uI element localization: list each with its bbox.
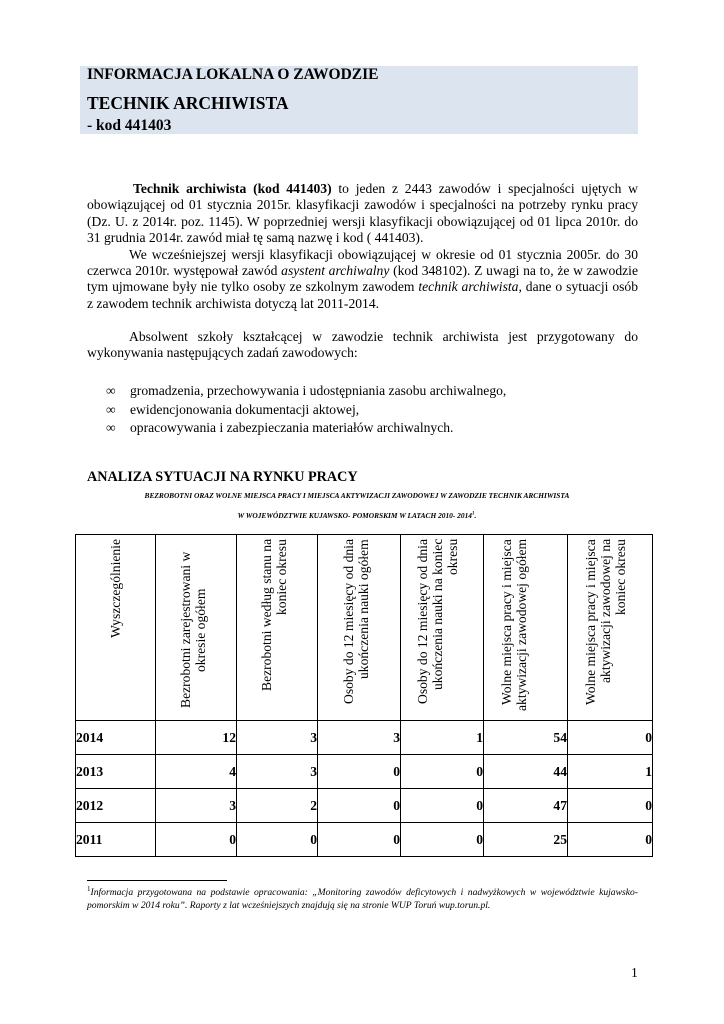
column-header-label: Wolne miejsca pracy i miejsca aktywizacji zawodowej na koniec okresu (583, 539, 628, 705)
value-cell: 0 (318, 789, 401, 823)
value-cell: 0 (318, 823, 401, 857)
intro-text: to jeden z 2443 zawodów i specjalności ujętych w obowiązującej od 01 stycznia 2015r. klasyfikacji zawodów i specjalności na potrzeby rynku pracy (Dz. U. z 2014r. poz. 1145). W poprzedniej wersji klasyfikacji obowiązującej od 01 lipca 2010r. do 31 grudnia 2014r. zawód miał tę samą nazwę i kod ( 441403). (87, 181, 638, 246)
value-cell: 0 (401, 789, 484, 823)
table-caption-line-2 (87, 511, 627, 520)
history-text-b: (kod 348102). Z uwagi na to, że w zawodzie tym ujmowane były nie tylko osoby ze szkolnym zawodem (87, 263, 638, 295)
list-item (106, 382, 506, 401)
footnote (87, 883, 638, 913)
column-header-label: Osoby do 12 miesięcy od dnia ukończenia nauki na koniec okresu (415, 539, 460, 704)
year-cell: 2011 (76, 823, 156, 857)
footnote-ref[interactable]: 1 (471, 511, 475, 517)
column-header (568, 535, 653, 721)
footnote-mark: 1 (87, 885, 91, 893)
column-header-label: Wolne miejsca pracy i miejsca aktywizacji zawodowej ogółem (498, 539, 529, 712)
graduate-paragraph (87, 329, 638, 362)
caption-end: . (474, 511, 477, 520)
table-row (76, 789, 653, 823)
task-list (106, 382, 506, 438)
history-text-a: We wcześniejszej wersji klasyfikacji obowiązującej w okresie od 01 stycznia 2005r. do 30 czerwca 2010r. występował zawód (87, 246, 638, 279)
value-cell: 4 (156, 755, 237, 789)
value-cell: 0 (401, 823, 484, 857)
value-cell: 0 (401, 755, 484, 789)
task-text: ewidencjonowania dokumentacji aktowej, (130, 401, 360, 417)
value-cell: 0 (318, 755, 401, 789)
list-item (106, 401, 506, 420)
table-header-row (76, 535, 653, 721)
table-row (76, 721, 653, 755)
page-number: 1 (631, 965, 638, 980)
previous-occupation-name: asystent archiwalny (281, 263, 390, 279)
title-line-1: INFORMACJA LOKALNA O ZAWODZIE (87, 66, 379, 83)
occupation-lead: Technik archiwista (kod 441403) (133, 181, 332, 196)
infinity-bullet-icon: ∞ (106, 401, 116, 417)
intro-paragraph (87, 181, 638, 312)
caption-text: W WOJEWÓDZTWIE KUJAWSKO- POMORSKIM W LATACH 2010- 2014 (237, 511, 472, 520)
title-occupation: TECHNIK ARCHIWISTA (87, 93, 289, 113)
column-header-label: Bezrobotni według stanu na koniec okresu (259, 539, 289, 692)
table-row (76, 755, 653, 789)
value-cell: 2 (237, 789, 318, 823)
column-header-label: Osoby do 12 miesięcy od dnia ukończenia nauki ogółem (341, 539, 371, 704)
column-header (484, 535, 568, 721)
footnote-separator (87, 880, 227, 881)
list-item (106, 419, 506, 438)
history-text-c: dane o sytuacji osób z zawodem technik archiwista dotyczą lat 2011-2014. (87, 279, 639, 311)
value-cell: 3 (237, 755, 318, 789)
year-cell: 2012 (76, 789, 156, 823)
value-cell: 0 (156, 823, 237, 857)
value-cell: 47 (484, 789, 568, 823)
value-cell: 0 (568, 823, 653, 857)
column-header (318, 535, 401, 721)
value-cell: 3 (318, 721, 401, 755)
section-title: ANALIZA SYTUACJI NA RYNKU PRACY (87, 469, 358, 485)
value-cell: 0 (237, 823, 318, 857)
value-cell: 1 (568, 755, 653, 789)
occupation-name-italic: technik archiwista, (418, 279, 522, 295)
task-text: gromadzenia, przechowywania i udostępniania zasobu archiwalnego, (130, 383, 507, 398)
column-header (237, 535, 318, 721)
year-cell: 2013 (76, 755, 156, 789)
value-cell: 3 (237, 721, 318, 755)
title-code: - kod 441403 (87, 117, 172, 134)
value-cell: 44 (484, 755, 568, 789)
value-cell: 25 (484, 823, 568, 857)
column-header (156, 535, 237, 721)
value-cell: 3 (156, 789, 237, 823)
column-header (401, 535, 484, 721)
footnote-text: Informacja przygotowana na podstawie opracowania: „Monitoring zawodów deficytowych i nadwyżkowych w województwie kujawsko-pomorskim w 2014 roku”. Raporty z lat wcześniejszych znajdują się na stronie WUP Toruń wup.torun.pl. (87, 887, 638, 912)
column-header (76, 535, 156, 721)
table-caption-line-1: BEZROBOTNI ORAZ WOLNE MIEJSCA PRACY I MIEJSCA AKTYWIZACJI ZAWODOWEJ W ZAWODZIE TECHNIK ARCHIWISTA (144, 491, 570, 500)
infinity-bullet-icon: ∞ (106, 383, 116, 398)
value-cell: 0 (568, 789, 653, 823)
market-data-table (75, 534, 653, 857)
column-header-label: Bezrobotni zarejestrowani w okresie ogółem (178, 551, 208, 709)
value-cell: 54 (484, 721, 568, 755)
task-text: opracowywania i zabezpieczania materiałów archiwalnych. (130, 420, 454, 436)
graduate-text: Absolwent szkoły kształcącej w zawodzie technik archiwista jest przygotowany do wykonywania następujących zadań zawodowych: (87, 329, 638, 361)
value-cell: 12 (156, 721, 237, 755)
value-cell: 0 (568, 721, 653, 755)
value-cell: 1 (401, 721, 484, 755)
year-cell: 2014 (76, 721, 156, 755)
table-row (76, 823, 653, 857)
column-header-label: Wyszczególnienie (108, 539, 123, 638)
infinity-bullet-icon: ∞ (106, 420, 116, 436)
